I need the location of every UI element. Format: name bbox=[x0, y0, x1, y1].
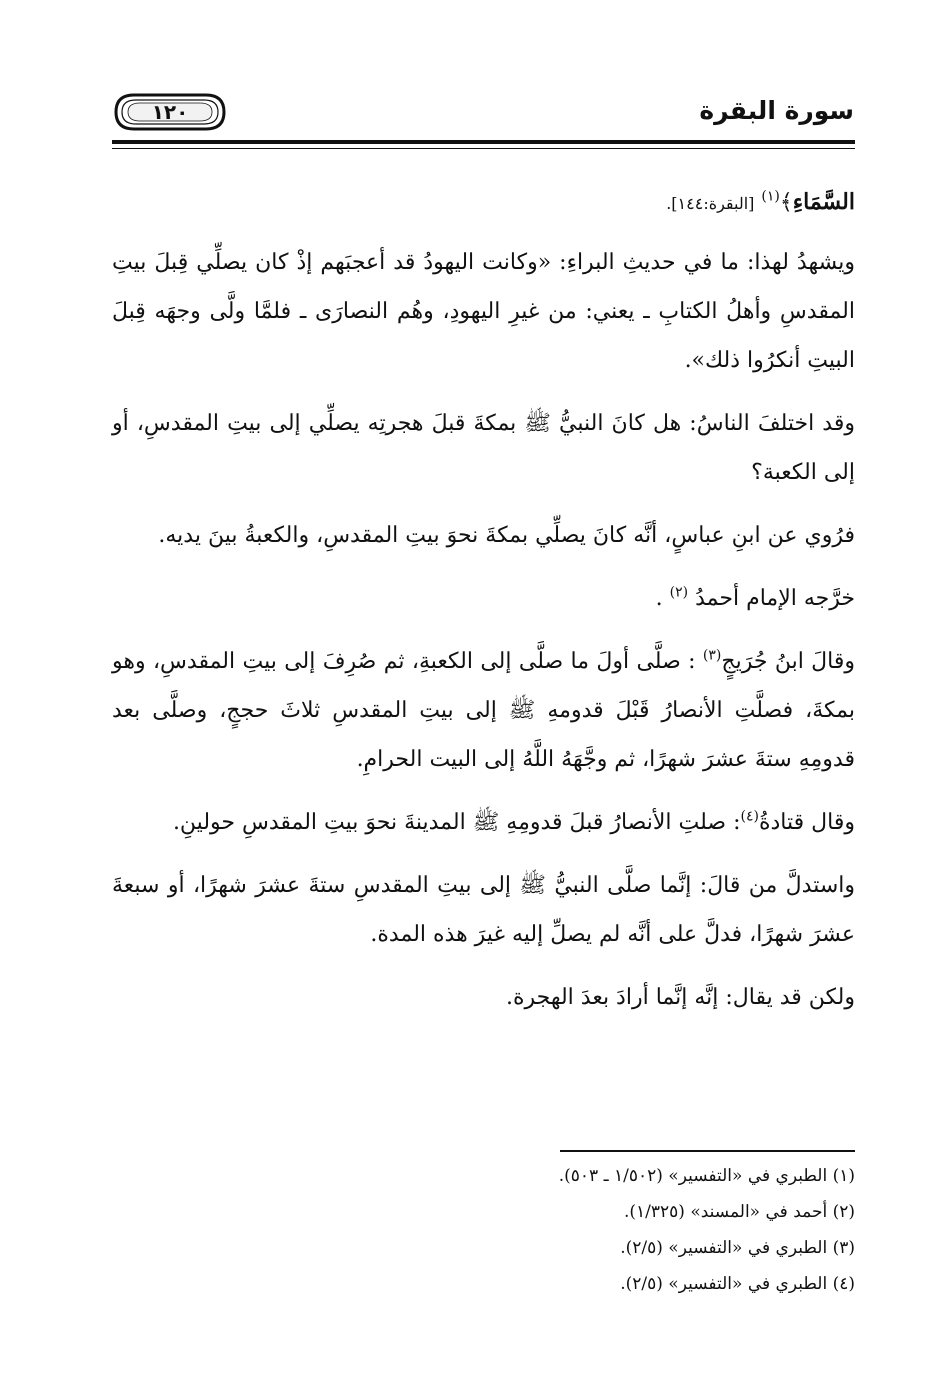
footnotes bbox=[112, 1158, 855, 1302]
page-number: ١٢٠ bbox=[151, 100, 189, 124]
paragraph-lakin: ولكن قد يقال: إنَّه إنَّما أرادَ بعدَ الهجرة. bbox=[505, 985, 855, 1010]
footnote-separator bbox=[560, 1150, 855, 1152]
page-number-badge bbox=[114, 92, 226, 132]
paragraph-qatadah bbox=[112, 798, 855, 847]
ibn-jurayj-text: : صلَّى أولَ ما صلَّى إلى الكعبةِ، ثم صُرِفَ إلى بيتِ المقدسِ، وهو بمكةَ، فصلَّتِ الأنصارُ قَبْلَ قدومهِ ﷺ إلى بيتِ المقدسِ ثلاثَ حججٍ، وصلَّى بعد قدومِهِ ستةَ عشرَ شهرًا، ثم وجَّهَهُ اللَّهُ إلى البيت الحرامِ. bbox=[112, 649, 855, 772]
footnote-1: (١) الطبري في «التفسير» (١/٥٠٢ ـ ٥٠٣). bbox=[558, 1166, 855, 1186]
footnote-2: (٢) أحمد في «المسند» (١/٣٢٥). bbox=[623, 1202, 855, 1222]
surah-title: سورة البقرة bbox=[699, 96, 854, 125]
footnote-mark: (٢) bbox=[669, 584, 689, 601]
paragraph-ibn-abbas: فرُوي عن ابنِ عباسٍ، أنَّه كانَ يصلِّي بمكةَ نحوَ بيتِ المقدسِ، والكعبةُ بينَ يديه. bbox=[158, 523, 855, 548]
paragraph-bara: ويشهدُ لهذا: ما في حديثِ البراءِ: «وكانت اليهودُ قد أعجبَهم إذْ كان يصلِّي قِبلَ بيتِ المقدسِ وأهلُ الكتابِ ـ يعني: من غيرِ اليهودِ، وهُم النصارَى ـ فلمَّا ولَّى وجهَه قِبلَ البيتِ أنكرُوا ذلك». bbox=[112, 250, 855, 373]
verse-word: السَّمَاءِ bbox=[792, 189, 855, 215]
qatadah-text: : صلتِ الأنصارُ قبلَ قدومِهِ ﷺ المدينةَ نحوَ بيتِ المقدسِ حولينِ. bbox=[172, 810, 741, 835]
header-rule-thick bbox=[112, 140, 855, 144]
footnote-3: (٣) الطبري في «التفسير» (٢/٥). bbox=[620, 1238, 855, 1258]
page-header bbox=[108, 92, 854, 142]
verse-ending-line bbox=[112, 178, 855, 228]
main-text bbox=[112, 178, 855, 1036]
paragraph-ikhtilaf: وقد اختلفَ الناسُ: هل كانَ النبيُّ ﷺ بمكةَ قبلَ هجرتِه يصلِّي إلى بيتِ المقدسِ، أو إلى الكعبة؟ bbox=[112, 411, 855, 485]
header-rule-thin bbox=[112, 148, 855, 149]
footnote-mark: (٣) bbox=[702, 647, 722, 664]
qatadah-lead: وقال قتادةُ bbox=[758, 810, 855, 835]
quran-bracket: ﴾ bbox=[779, 190, 793, 215]
paragraph-kharrajah bbox=[112, 574, 855, 623]
kharrajah-text: خرَّجه الإمام أحمدُ bbox=[695, 586, 855, 611]
ibn-jurayj-lead: وقالَ ابنُ جُرَيجٍ bbox=[721, 649, 855, 674]
paragraph-ibn-jurayj bbox=[112, 637, 855, 784]
footnote-mark: (١) bbox=[761, 188, 780, 205]
footnote-4: (٤) الطبري في «التفسير» (٢/٥). bbox=[620, 1274, 855, 1294]
kharrajah-end: . bbox=[655, 586, 663, 611]
footnote-mark: (٤) bbox=[740, 808, 759, 825]
paragraph-istidlal: واستدلَّ من قالَ: إنَّما صلَّى النبيُّ ﷺ إلى بيتِ المقدسِ ستةَ عشرَ شهرًا، أو سبعةَ عشرَ شهرًا، فدلَّ على أنَّه لم يصلِّ إليه غيرَ هذه المدة. bbox=[112, 873, 855, 947]
verse-reference: [البقرة:١٤٤]. bbox=[666, 194, 755, 213]
